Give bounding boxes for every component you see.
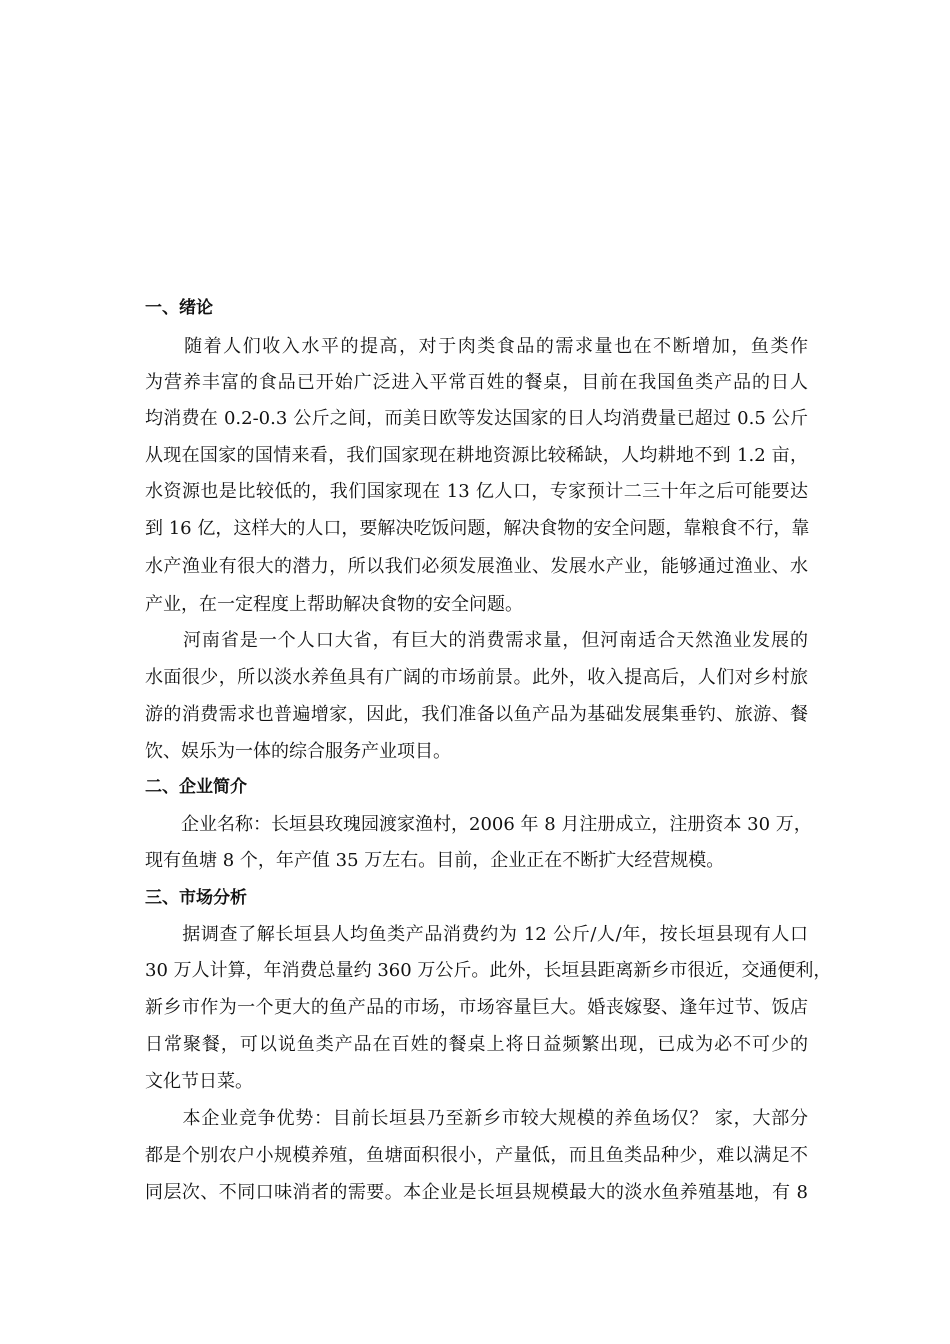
paragraph-line: 都是个别农户小规模养殖，鱼塘面积很小，产量低，而且鱼类品种少，难以满足不: [145, 1145, 808, 1166]
section-heading-market-analysis: 三、市场分析: [145, 888, 247, 908]
paragraph-line: 饮、娱乐为一体的综合服务产业项目。: [145, 741, 451, 762]
paragraph-line: 据调查了解长垣县人均鱼类产品消费约为 12 公斤/人/年，按长垣县现有人口: [145, 924, 808, 945]
paragraph-line: 游的消费需求也普遍增家，因此，我们准备以鱼产品为基础发展集垂钓、旅游、餐: [145, 704, 808, 725]
paragraph-line: 随着人们收入水平的提高，对于肉类食品的需求量也在不断增加，鱼类作: [145, 336, 808, 357]
paragraph-line: 现有鱼塘 8 个，年产值 35 万左右。目前，企业正在不断扩大经营规模。: [145, 850, 725, 871]
paragraph-line: 文化节日菜。: [145, 1071, 253, 1092]
paragraph-line: 新乡市作为一个更大的鱼产品的市场，市场容量巨大。婚丧嫁娶、逢年过节、饭店: [145, 997, 808, 1018]
section-heading-introduction: 一、绪论: [145, 298, 213, 318]
paragraph-line: 水资源也是比较低的，我们国家现在 13 亿人口，专家预计二三十年之后可能要达: [145, 481, 808, 502]
section-heading-company-profile: 二、企业简介: [145, 777, 247, 797]
paragraph-line: 为营养丰富的食品已开始广泛进入平常百姓的餐桌，目前在我国鱼类产品的日人: [145, 372, 808, 393]
paragraph-line: 产业，在一定程度上帮助解决食物的安全问题。: [145, 594, 523, 615]
paragraph-line: 本企业竞争优势：目前长垣县乃至新乡市较大规模的养鱼场仅？ 家，大部分: [145, 1108, 808, 1129]
paragraph-line: 河南省是一个人口大省，有巨大的消费需求量，但河南适合天然渔业发展的: [145, 630, 808, 651]
paragraph-line: 水面很少，所以淡水养鱼具有广阔的市场前景。此外，收入提高后，人们对乡村旅: [145, 667, 808, 688]
paragraph-line: 同层次、不同口味消者的需要。本企业是长垣县规模最大的淡水鱼养殖基地，有 8: [145, 1182, 808, 1203]
paragraph-line: 日常聚餐，可以说鱼类产品在百姓的餐桌上将日益频繁出现，已成为必不可少的: [145, 1034, 808, 1055]
paragraph-line: 均消费在 0.2-0.3 公斤之间，而美日欧等发达国家的日人均消费量已超过 0.5 公斤: [145, 408, 808, 429]
paragraph-line: 从现在国家的国情来看，我们国家现在耕地资源比较稀缺，人均耕地不到 1.2 亩，: [145, 445, 808, 466]
paragraph-line: 到 16 亿，这样大的人口，要解决吃饭问题，解决食物的安全问题，靠粮食不行，靠: [145, 518, 810, 539]
paragraph-line: 30 万人计算，年消费总量约 360 万公斤。此外，长垣县距离新乡市很近，交通便利，: [145, 960, 832, 981]
paragraph-line: 企业名称：长垣县玫瑰园渡家渔村，2006 年 8 月注册成立，注册资本 30 万，: [145, 814, 812, 835]
paragraph-line: 水产渔业有很大的潜力，所以我们必须发展渔业、发展水产业，能够通过渔业、水: [145, 556, 808, 577]
